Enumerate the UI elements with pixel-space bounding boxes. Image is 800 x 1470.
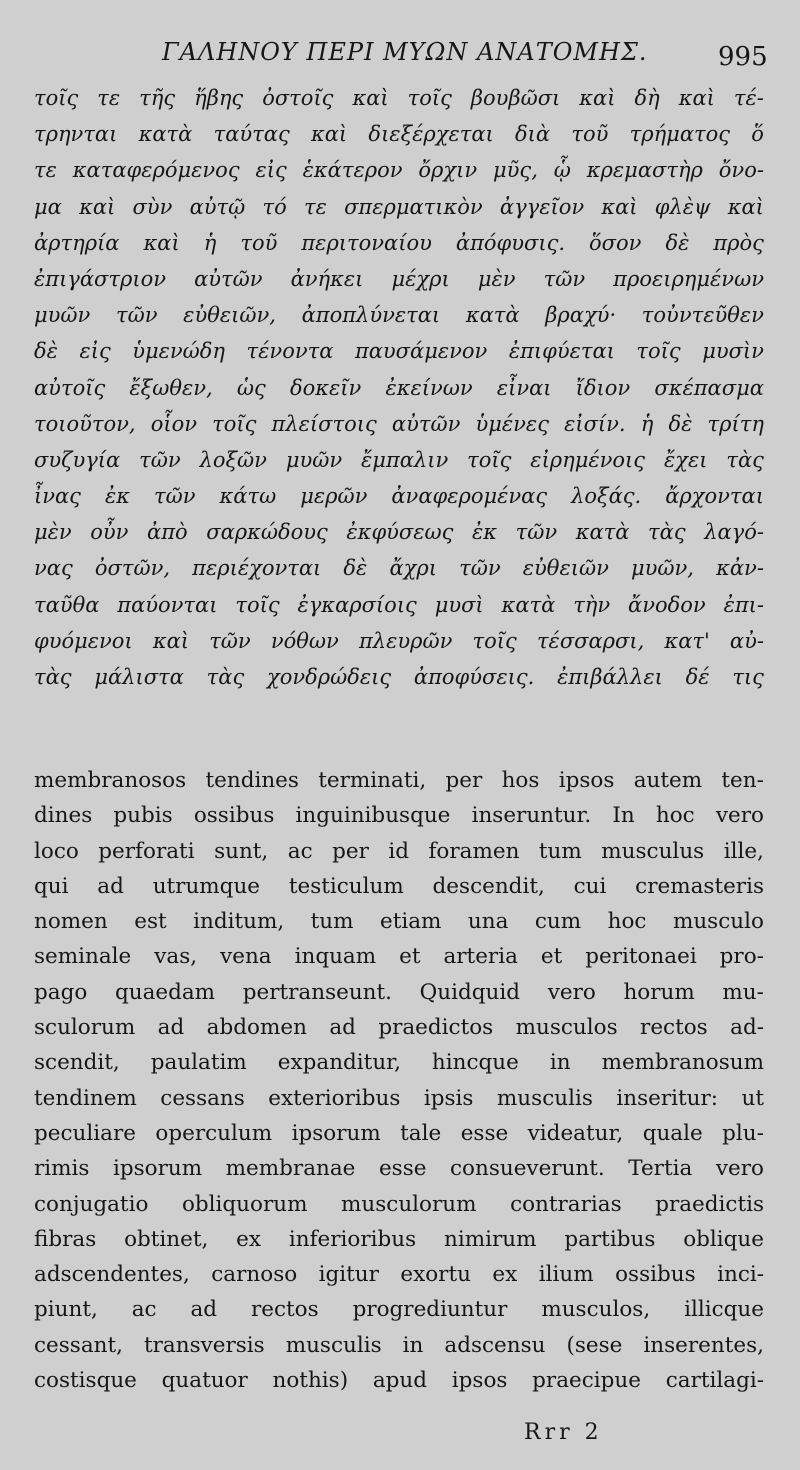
page-header bbox=[0, 38, 800, 78]
text-line: τοιοῦτον, οἷον τοῖς πλείστοις αὐτῶν ὑμένες εἰσίν. ἡ δὲ τρίτη bbox=[34, 411, 764, 436]
text-line: φυόμενοι καὶ τῶν νόθων πλευρῶν τοῖς τέσσαρσι, κατ' αὐ- bbox=[34, 628, 764, 653]
text-line: membranosos tendines terminati, per hos ipsos autem ten- bbox=[34, 768, 764, 793]
text-line: τρηνται κατὰ ταύτας καὶ διεξέρχεται διὰ τοῦ τρήματος ὅ bbox=[34, 122, 764, 147]
text-line: costisque quatuor nothis) apud ipsos praecipue cartilagi- bbox=[34, 1368, 764, 1394]
text-line: seminale vas, vena inquam et arteria et peritonaei pro- bbox=[34, 944, 764, 970]
text-line: nomen est inditum, tum etiam una cum hoc musculo bbox=[34, 909, 764, 935]
text-line: ἐπιγάστριον αὐτῶν ἀνήκει μέχρι μὲν τῶν προειρημένων bbox=[34, 266, 764, 291]
text-line: pago quaedam pertranseunt. Quidquid vero horum mu- bbox=[34, 979, 764, 1005]
text-line: τε καταφερόμενος εἰς ἑκάτερον ὄρχιν μῦς, ᾧ κρεμαστὴρ ὄνο- bbox=[34, 158, 764, 183]
text-line: μα καὶ σὺν αὐτῷ τό τε σπερματικὸν ἀγγεῖον καὶ φλὲψ καὶ bbox=[34, 194, 764, 219]
text-line: ταῦθα παύονται τοῖς ἐγκαρσίοις μυσὶ κατὰ τὴν ἄνοδον ἐπι- bbox=[34, 592, 764, 617]
text-line: rimis ipsorum membranae esse consueverunt. Tertia vero bbox=[34, 1156, 764, 1182]
text-line: loco perforati sunt, ac per id foramen tum musculus ille, bbox=[34, 838, 764, 864]
text-line: μὲν οὖν ἀπὸ σαρκώδους ἐκφύσεως ἐκ τῶν κατὰ τὰς λαγό- bbox=[34, 520, 764, 545]
text-line: αὐτοῖς ἔξωθεν, ὡς δοκεῖν ἐκείνων εἶναι ἴδιον σκέπασμα bbox=[34, 375, 764, 400]
text-line: scendit, paulatim expanditur, hincque in membranosum bbox=[34, 1050, 764, 1076]
text-line: μυῶν τῶν εὐθειῶν, ἀποπλύνεται κατὰ βραχύ· τοὐντεῦθεν bbox=[34, 303, 764, 328]
signature-mark: Rrr 2 bbox=[524, 1420, 603, 1445]
text-line: ἀρτηρία καὶ ἡ τοῦ περιτοναίου ἀπόφυσις. ὅσον δὲ πρὸς bbox=[34, 230, 764, 255]
text-line: συζυγία τῶν λοξῶν μυῶν ἔμπαλιν τοῖς εἰρημένοις ἔχει τὰς bbox=[34, 447, 764, 472]
text-line: qui ad utrumque testiculum descendit, cui cremasteris bbox=[34, 873, 764, 899]
text-line: τοῖς τε τῆς ἥβης ὀστοῖς καὶ τοῖς βουβῶσι καὶ δὴ καὶ τέ- bbox=[34, 86, 764, 110]
greek-text-block bbox=[34, 86, 764, 701]
text-line: ἶνας ἐκ τῶν κάτω μερῶν ἀναφερομένας λοξάς. ἄρχονται bbox=[34, 484, 764, 509]
text-line: adscendentes, carnoso igitur exortu ex ilium ossibus inci- bbox=[34, 1262, 764, 1288]
text-line: peculiare operculum ipsorum tale esse videatur, quale plu- bbox=[34, 1120, 764, 1146]
latin-text-block bbox=[34, 768, 764, 1403]
text-line: τὰς μάλιστα τὰς χονδρώδεις ἀποφύσεις. ἐπιβάλλει δέ τις bbox=[34, 665, 764, 689]
text-line: sculorum ad abdomen ad praedictos musculos rectos ad- bbox=[34, 1015, 764, 1041]
text-line: piunt, ac ad rectos progrediuntur musculos, illicque bbox=[34, 1297, 764, 1323]
text-line: νας ὀστῶν, περιέχονται δὲ ἄχρι τῶν εὐθειῶν μυῶν, κἀν- bbox=[34, 556, 764, 581]
text-line: cessant, transversis musculis in adscensu (sese inserentes, bbox=[34, 1332, 764, 1358]
text-line: δὲ εἰς ὑμενώδη τένοντα παυσάμενον ἐπιφύεται τοῖς μυσὶν bbox=[34, 339, 764, 364]
page-number: 995 bbox=[718, 42, 768, 72]
text-line: fibras obtinet, ex inferioribus nimirum partibus oblique bbox=[34, 1226, 764, 1252]
running-title: ΓΑΛΗΝΟΥ ΠΕΡΙ ΜΥΩΝ ΑΝΑΤΟΜΗΣ. bbox=[162, 38, 648, 66]
text-line: conjugatio obliquorum musculorum contrarias praedictis bbox=[34, 1191, 764, 1217]
text-line: tendinem cessans exterioribus ipsis musculis inseritur: ut bbox=[34, 1085, 764, 1111]
text-line: dines pubis ossibus inguinibusque inseruntur. In hoc vero bbox=[34, 803, 764, 829]
